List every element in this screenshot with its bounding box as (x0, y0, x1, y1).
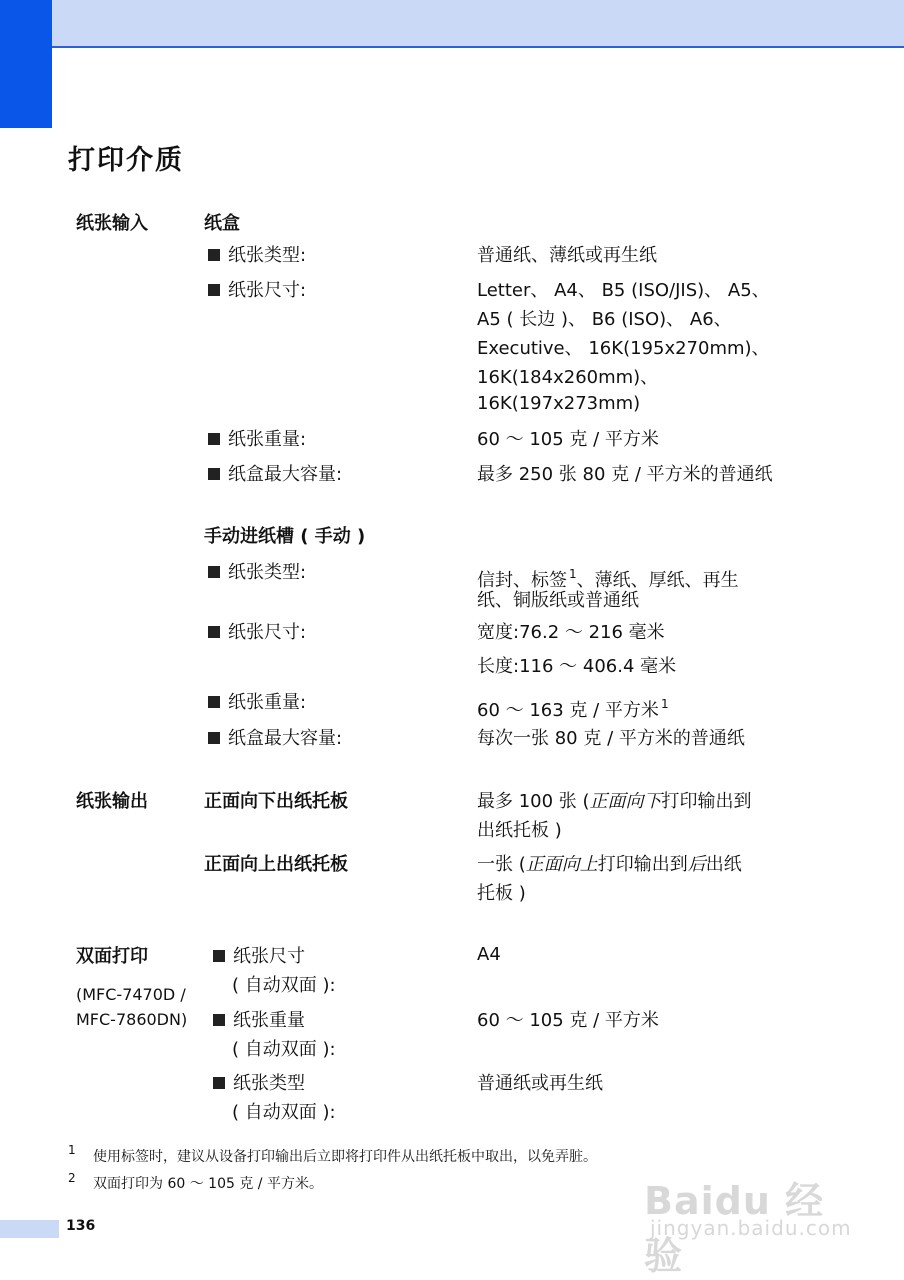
bullet-square-icon (208, 284, 220, 296)
manual-type-value: 信封、标签 $^1$、薄纸、厚纸、再生 (477, 567, 739, 591)
duplex-models: (MFC-7470D / (76, 985, 186, 1004)
tray-weight-value: 60 ～ 105 克 / 平方米 (477, 429, 659, 450)
duplex-weight-value: 60 ～ 105 克 / 平方米 (477, 1010, 659, 1031)
bullet-square-icon (213, 950, 225, 962)
duplex-weight-sub: ( 自动双面 ): (232, 1039, 336, 1060)
watermark (644, 1150, 854, 1278)
manual-size-width: 宽度:76.2 ～ 216 毫米 (477, 622, 665, 643)
header-rule (52, 46, 904, 48)
face-down-value: 最多 100 张 (正面向下打印输出到 (477, 791, 752, 812)
face-down-value-line2: 出纸托板 ) (477, 820, 562, 841)
manual-weight-label: 纸张重量: (208, 690, 306, 716)
page-title: 打印介质 (68, 145, 184, 176)
duplex-size-sub: ( 自动双面 ): (232, 975, 336, 996)
manual-capacity-value: 每次一张 80 克 / 平方米的普通纸 (477, 728, 745, 749)
tray-type-value: 普通纸、薄纸或再生纸 (477, 245, 657, 266)
header-band (0, 0, 904, 46)
tray-size-line: Letter、 A4、 B5 (ISO/JIS)、 A5、 (477, 280, 770, 301)
watermark-logo: Baidu 经验 (644, 1179, 825, 1278)
bullet-square-icon (208, 468, 220, 480)
manual-type-value-line2: 纸、铜版纸或普通纸 (477, 590, 639, 611)
tray-size-line: Executive、 16K(195x270mm)、 (477, 338, 770, 359)
bullet-square-icon (208, 732, 220, 744)
section-label-duplex: 双面打印 (76, 946, 148, 967)
manual-size-label: 纸张尺寸: (208, 620, 306, 646)
duplex-type-label: 纸张类型 (213, 1071, 305, 1097)
duplex-size-label: 纸张尺寸 (213, 944, 305, 970)
bullet-square-icon (208, 433, 220, 445)
tray-heading: 纸盒 (204, 213, 240, 234)
tray-size-line: 16K(197x273mm) (477, 393, 641, 414)
tray-type-label: 纸张类型: (208, 243, 306, 269)
footnote-number: 1 (68, 1143, 76, 1157)
tray-capacity-value: 最多 250 张 80 克 / 平方米的普通纸 (477, 464, 773, 485)
footnote-text: 使用标签时，建议从设备打印输出后立即将打印件从出纸托板中取出，以免弄脏。 (93, 1149, 597, 1165)
section-label-paper-input: 纸张输入 (76, 213, 148, 234)
tray-size-line: A5 ( 长边 )、 B6 (ISO)、 A6、 (477, 309, 732, 330)
manual-type-label: 纸张类型: (208, 560, 306, 586)
manual-heading: 手动进纸槽 ( 手动 ) (204, 526, 366, 547)
chapter-tab (0, 0, 52, 128)
tray-capacity-label: 纸盒最大容量: (208, 462, 342, 488)
page-number-bar (0, 1220, 59, 1238)
duplex-weight-label: 纸张重量 (213, 1008, 305, 1034)
duplex-models: MFC-7860DN) (76, 1010, 188, 1029)
duplex-type-value: 普通纸或再生纸 (477, 1073, 603, 1094)
page-number: 136 (66, 1218, 96, 1234)
face-down-heading: 正面向下出纸托板 (204, 791, 348, 812)
bullet-square-icon (208, 566, 220, 578)
duplex-size-value: A4 (477, 944, 501, 965)
footnote-number: 2 (68, 1171, 76, 1185)
bullet-square-icon (213, 1014, 225, 1026)
tray-size-line: 16K(184x260mm)、 (477, 367, 659, 388)
face-up-value-line2: 托板 ) (477, 883, 526, 904)
duplex-type-sub: ( 自动双面 ): (232, 1102, 336, 1123)
manual-weight-value: 60 ～ 163 克 / 平方米 $^1$ (477, 697, 669, 721)
tray-size-label: 纸张尺寸: (208, 278, 306, 304)
manual-capacity-label: 纸盒最大容量: (208, 726, 342, 752)
tray-weight-label: 纸张重量: (208, 427, 306, 453)
bullet-square-icon (208, 696, 220, 708)
bullet-square-icon (208, 626, 220, 638)
section-label-paper-output: 纸张输出 (76, 791, 148, 812)
face-up-value: 一张 (正面向上打印输出到后出纸 (477, 854, 742, 875)
face-up-heading: 正面向上出纸托板 (204, 854, 348, 875)
watermark-url: jingyan.baidu.com (650, 1216, 852, 1240)
bullet-square-icon (208, 249, 220, 261)
manual-size-length: 长度:116 ～ 406.4 毫米 (477, 656, 677, 677)
bullet-square-icon (213, 1077, 225, 1089)
footnote-text: 双面打印为 60 ～ 105 克 / 平方米。 (93, 1176, 323, 1192)
